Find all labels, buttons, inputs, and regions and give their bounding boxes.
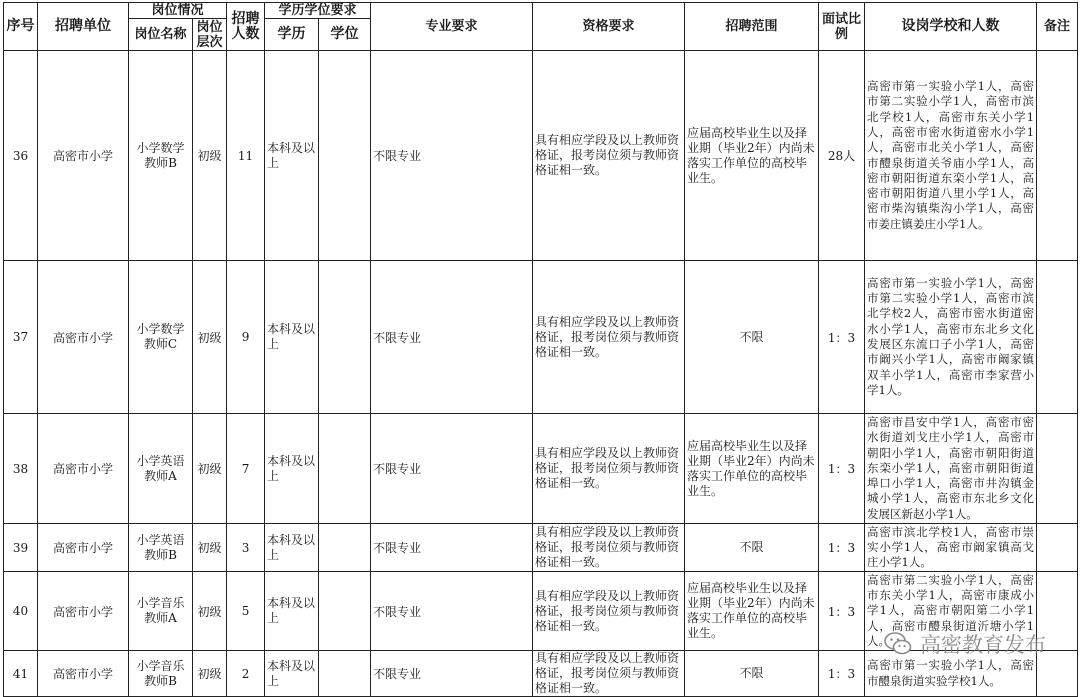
header-ratio: 面试比例 [819, 3, 865, 51]
account-watermark [884, 629, 1046, 659]
table-row [4, 524, 1078, 572]
cell-count: 2 [227, 651, 265, 697]
cell-seq: 36 [4, 51, 38, 261]
cell-qualification: 具有相应学段及以上教师资格证，报考岗位须与教师资格证相一致。 [533, 524, 685, 572]
cell-level: 初级 [193, 414, 227, 524]
cell-seq: 40 [4, 572, 38, 651]
cell-qualification: 具有相应学段及以上教师资格证，报考岗位须与教师资格证相一致。 [533, 414, 685, 524]
cell-degree [319, 572, 371, 651]
cell-count: 9 [227, 261, 265, 414]
cell-position: 小学英语教师A [129, 414, 193, 524]
cell-level: 初级 [193, 572, 227, 651]
cell-education: 本科及以上 [265, 651, 319, 697]
cell-ratio: 1：3 [819, 414, 865, 524]
cell-unit: 高密市小学 [38, 651, 129, 697]
cell-schools: 高密市第二实验小学1人，高密市东关小学1人，高密市康成小学1人，高密市朝阳第二小学1人，高密市醴泉街道沂塘小学1人。 [865, 572, 1037, 651]
cell-schools: 高密市第一实验小学1人，高密市第二实验小学1人，高密市滨北学校1人，高密市东关小学1人，高密市密水街道密水小学1人，高密市北关小学1人，高密市醴泉街道关爷庙小学1人，高密市朝阳街道东栾小学1人，高密市朝阳街道八里小学1人，高密市柴沟镇柴沟小学1人，高密市姜庄镇姜庄小学1人。 [865, 51, 1037, 261]
cell-major: 不限专业 [371, 651, 533, 697]
cell-seq: 38 [4, 414, 38, 524]
cell-degree [319, 651, 371, 697]
cell-unit: 高密市小学 [38, 524, 129, 572]
cell-unit: 高密市小学 [38, 572, 129, 651]
cell-count: 3 [227, 524, 265, 572]
cell-qualification: 具有相应学段及以上教师资格证，报考岗位须与教师资格证相一致。 [533, 261, 685, 414]
cell-qualification: 具有相应学段及以上教师资格证，报考岗位须与教师资格证相一致。 [533, 651, 685, 697]
table-row [4, 51, 1078, 261]
header-scope: 招聘范围 [685, 3, 819, 51]
cell-education: 本科及以上 [265, 51, 319, 261]
cell-degree [319, 414, 371, 524]
cell-position: 小学数学教师C [129, 261, 193, 414]
cell-degree [319, 261, 371, 414]
cell-ratio: 1：3 [819, 524, 865, 572]
cell-remark [1037, 414, 1078, 524]
cell-seq: 41 [4, 651, 38, 697]
cell-level: 初级 [193, 524, 227, 572]
header-degree: 学位 [319, 19, 371, 51]
cell-seq: 37 [4, 261, 38, 414]
cell-qualification: 具有相应学段及以上教师资格证，报考岗位须与教师资格证相一致。 [533, 572, 685, 651]
header-position-group: 岗位情况 [129, 3, 227, 19]
header-seq: 序号 [4, 3, 38, 51]
cell-unit: 高密市小学 [38, 51, 129, 261]
cell-position: 小学音乐教师A [129, 572, 193, 651]
header-position-name: 岗位名称 [129, 19, 193, 51]
cell-major: 不限专业 [371, 414, 533, 524]
cell-ratio: 28人 [819, 51, 865, 261]
cell-schools: 高密市昌安中学1人，高密市密水街道刘戈庄小学1人，高密市朝阳小学1人，高密市朝阳街道东栾小学1人，高密市朝阳街道埠口小学1人，高密市井沟镇金城小学1人，高密市东北乡文化发展区新赵小学1人。 [865, 414, 1037, 524]
cell-major: 不限专业 [371, 572, 533, 651]
cell-schools: 高密市第一实验小学1人，高密市醴泉街道实验学校1人。 [865, 651, 1037, 697]
cell-scope: 不限 [685, 524, 819, 572]
cell-scope: 应届高校毕业生以及择业期（毕业2年）内尚未落实工作单位的高校毕业生。 [685, 572, 819, 651]
header-major: 专业要求 [371, 3, 533, 51]
cell-position: 小学英语教师B [129, 524, 193, 572]
cell-education: 本科及以上 [265, 524, 319, 572]
cell-level: 初级 [193, 51, 227, 261]
recruitment-table [3, 2, 1078, 697]
cell-remark [1037, 261, 1078, 414]
cell-major: 不限专业 [371, 524, 533, 572]
cell-count: 11 [227, 51, 265, 261]
cell-ratio: 1：3 [819, 261, 865, 414]
cell-education: 本科及以上 [265, 572, 319, 651]
header-qualification: 资格要求 [533, 3, 685, 51]
cell-scope: 不限 [685, 261, 819, 414]
cell-ratio: 1：3 [819, 651, 865, 697]
cell-qualification: 具有相应学段及以上教师资格证，报考岗位须与教师资格证相一致。 [533, 51, 685, 261]
cell-level: 初级 [193, 651, 227, 697]
cell-scope: 应届高校毕业生以及择业期（毕业2年）内尚未落实工作单位的高校毕业生。 [685, 51, 819, 261]
table-row [4, 414, 1078, 524]
cell-remark [1037, 524, 1078, 572]
header-position-level: 岗位层次 [193, 19, 227, 51]
cell-remark [1037, 51, 1078, 261]
header-unit: 招聘单位 [38, 3, 129, 51]
cell-education: 本科及以上 [265, 261, 319, 414]
watermark-text: 高密教育发布 [920, 633, 1046, 657]
cell-unit: 高密市小学 [38, 414, 129, 524]
header-remark: 备注 [1037, 3, 1078, 51]
wechat-icon [884, 631, 912, 657]
header-edu-group: 学历学位要求 [265, 3, 371, 19]
header-schools: 设岗学校和人数 [865, 3, 1037, 51]
cell-unit: 高密市小学 [38, 261, 129, 414]
cell-major: 不限专业 [371, 261, 533, 414]
cell-degree [319, 51, 371, 261]
cell-position: 小学数学教师B [129, 51, 193, 261]
cell-schools: 高密市第一实验小学1人，高密市第二实验小学1人，高密市滨北学校2人，高密市密水街道密水小学1人，高密市东北乡文化发展区东流口子小学1人，高密市阚兴小学1人，高密市阚家镇双羊小学1人，高密市李家营小学1人。 [865, 261, 1037, 414]
cell-scope: 不限 [685, 651, 819, 697]
table-row [4, 261, 1078, 414]
cell-education: 本科及以上 [265, 414, 319, 524]
cell-seq: 39 [4, 524, 38, 572]
cell-count: 5 [227, 572, 265, 651]
cell-schools: 高密市滨北学校1人，高密市崇实小学1人，高密市阚家镇高戈庄小学1人。 [865, 524, 1037, 572]
cell-degree [319, 524, 371, 572]
cell-count: 7 [227, 414, 265, 524]
cell-major: 不限专业 [371, 51, 533, 261]
cell-ratio: 1：3 [819, 572, 865, 651]
cell-level: 初级 [193, 261, 227, 414]
header-education: 学历 [265, 19, 319, 51]
cell-scope: 应届高校毕业生以及择业期（毕业2年）内尚未落实工作单位的高校毕业生。 [685, 414, 819, 524]
header-count: 招聘人数 [227, 3, 265, 51]
cell-position: 小学音乐教师B [129, 651, 193, 697]
